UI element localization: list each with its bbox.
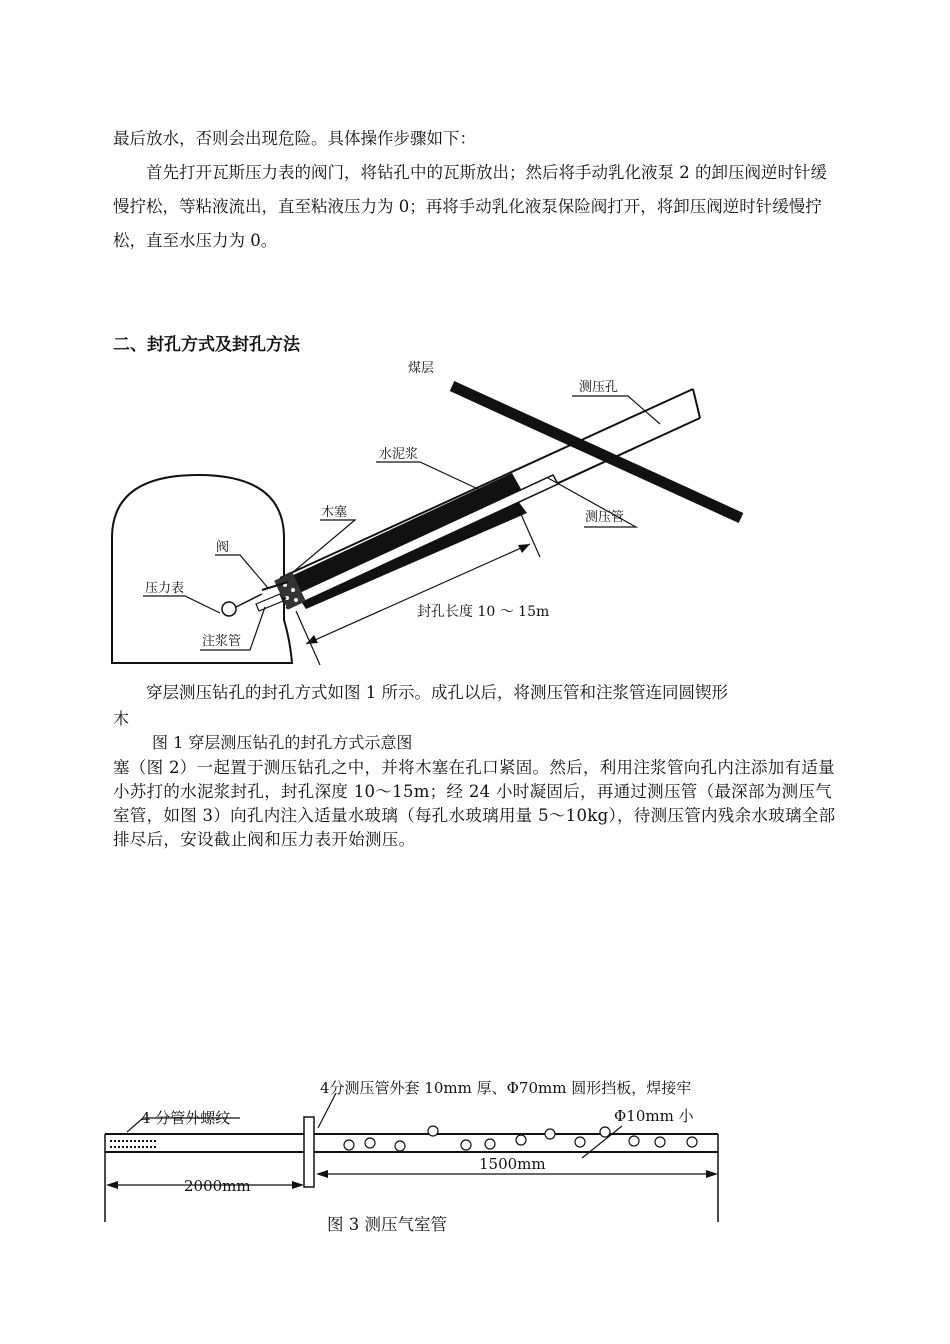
baffle-plate	[304, 1117, 314, 1187]
figure-3-caption: 图 3 测压气室管	[327, 1215, 447, 1234]
para2-body: 塞（图 2）一起置于测压钻孔之中，并将木塞在孔口紧固。然后，利用注浆管向孔内注添加有适量小苏打的水泥浆封孔，封孔深度 10～15m；经 24 小时凝固后，再通过测压管（最深部为测压气室管，如图 3）向孔内注入适量水玻璃（每孔水玻璃用量 5～10kg），待测压管内残余水玻璃全部排尽后，安设截止阀和压力表开始测压。	[113, 758, 836, 849]
intro-line: 最后放水，否则会出现危险。具体操作步骤如下：	[113, 129, 476, 148]
label-coal-seam: 煤层	[408, 361, 435, 376]
label-grout-pipe: 注浆管	[202, 634, 242, 649]
label-pressure-hole: 测压孔	[579, 380, 619, 395]
label-wood-plug: 木塞	[321, 505, 348, 520]
label-dim-2000: 2000mm	[184, 1177, 251, 1195]
label-thread: 4 分管外螺纹	[141, 1109, 231, 1127]
label-baffle: 4分测压管外套 10mm 厚、Φ70mm 圆形挡板，焊接牢	[320, 1079, 692, 1097]
label-seal-length: 封孔长度 10 ～ 15m	[417, 604, 550, 620]
figure-1-caption: 图 1 穿层测压钻孔的封孔方式示意图	[152, 733, 413, 752]
label-gauge: 压力表	[145, 581, 185, 596]
label-valve: 阀	[216, 540, 230, 555]
label-cement: 水泥浆	[379, 447, 419, 462]
label-pressure-pipe: 测压管	[585, 510, 625, 525]
label-dim-1500: 1500mm	[479, 1155, 546, 1173]
label-holes: Φ10mm 小	[614, 1107, 694, 1125]
air-holes	[344, 1126, 697, 1151]
para2-line-a: 穿层测压钻孔的封孔方式如图 1 所示。成孔以后，将测压管和注浆管连同圆锲形	[146, 683, 728, 702]
intro-paragraph: 首先打开瓦斯压力表的阀门，将钻孔中的瓦斯放出；然后将手动乳化液泵 2 的卸压阀逆时针缓慢拧松，等粘液流出，直至粘液压力为 0；再将手动乳化液泵保险阀打开，将卸压阀逆时针缓慢拧松，直至水压力为 0。	[113, 163, 827, 250]
section-heading: 二、封孔方式及封孔方法	[113, 335, 300, 355]
para2-line-b: 木	[113, 709, 130, 728]
